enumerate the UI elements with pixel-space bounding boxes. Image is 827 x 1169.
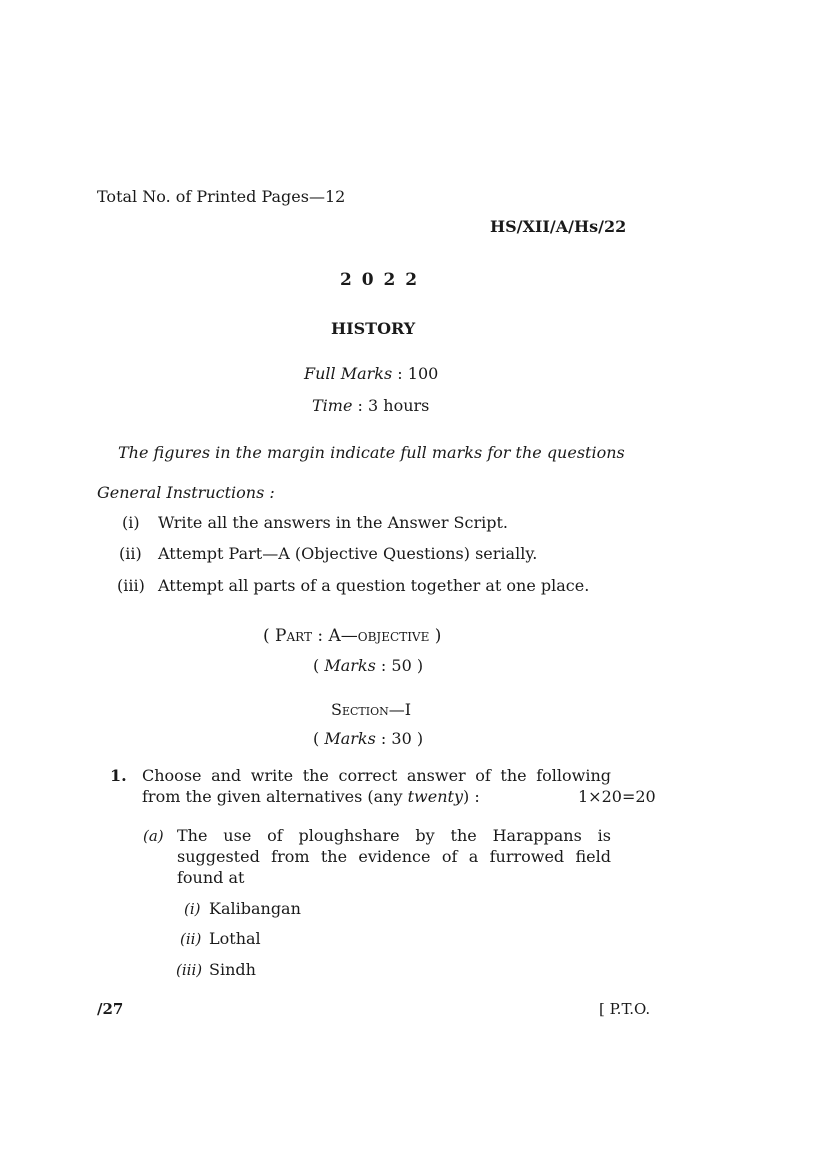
subquestion-label: (a) (143, 827, 164, 845)
paper-code: HS/XII/A/Hs/22 (490, 217, 627, 236)
option-text: Lothal (209, 929, 261, 948)
margin-note: The figures in the margin indicate full marks for the questions (118, 443, 625, 462)
instruction-number: (ii) (119, 544, 142, 563)
printed-pages-count: Total No. of Printed Pages—12 (97, 187, 346, 206)
full-marks (304, 364, 438, 383)
general-instructions-heading: General Instructions : (97, 483, 275, 502)
subquestion-text-line: suggested from the evidence of a furrowed field (177, 847, 611, 866)
question-text-emphasis: twenty (407, 787, 463, 806)
section-marks-label: Marks (324, 729, 376, 748)
part-marks-label: Marks (324, 656, 376, 675)
option-text: Sindh (209, 960, 256, 979)
section-marks-value: : 30 ) (380, 729, 424, 748)
subquestion-text-line: found at (177, 868, 245, 887)
question-text-line: Choose and write the correct answer of the following (142, 766, 611, 785)
option-number: (i) (184, 900, 201, 918)
question-text-part: ) : (463, 787, 480, 806)
instruction-text: Attempt Part—A (Objective Questions) serially. (158, 544, 538, 563)
option-number: (iii) (176, 961, 203, 979)
exam-year: 2 0 2 2 (340, 270, 420, 290)
part-marks-open: ( (313, 656, 320, 675)
part-title: ( Part : A—objective ) (263, 626, 442, 646)
option-text: Kalibangan (209, 899, 301, 918)
section-title: Section—I (331, 700, 412, 719)
instruction-number: (iii) (117, 576, 145, 595)
full-marks-label: Full Marks (304, 364, 393, 383)
question-marks: 1×20=20 (578, 787, 656, 806)
instruction-number: (i) (122, 513, 140, 532)
option-number: (ii) (180, 930, 202, 948)
time-label: Time (312, 396, 353, 415)
full-marks-value: : 100 (397, 364, 439, 383)
question-text-part: from the given alternatives (any (142, 787, 403, 806)
instruction-text: Attempt all parts of a question together at one place. (158, 576, 590, 595)
time-value: : 3 hours (357, 396, 430, 415)
time-allowed (312, 396, 429, 415)
instruction-text: Write all the answers in the Answer Script. (158, 513, 508, 532)
question-text-line (142, 787, 480, 806)
section-marks (313, 729, 423, 748)
subquestion-text-line: The use of ploughshare by the Harappans is (177, 826, 611, 845)
page-code: /27 (97, 1000, 124, 1018)
part-marks (313, 656, 423, 675)
pto-marker: [ P.T.O. (599, 1000, 651, 1018)
section-marks-open: ( (313, 729, 320, 748)
part-marks-value: : 50 ) (380, 656, 424, 675)
subject-title: HISTORY (331, 319, 416, 338)
question-number: 1. (110, 766, 127, 785)
